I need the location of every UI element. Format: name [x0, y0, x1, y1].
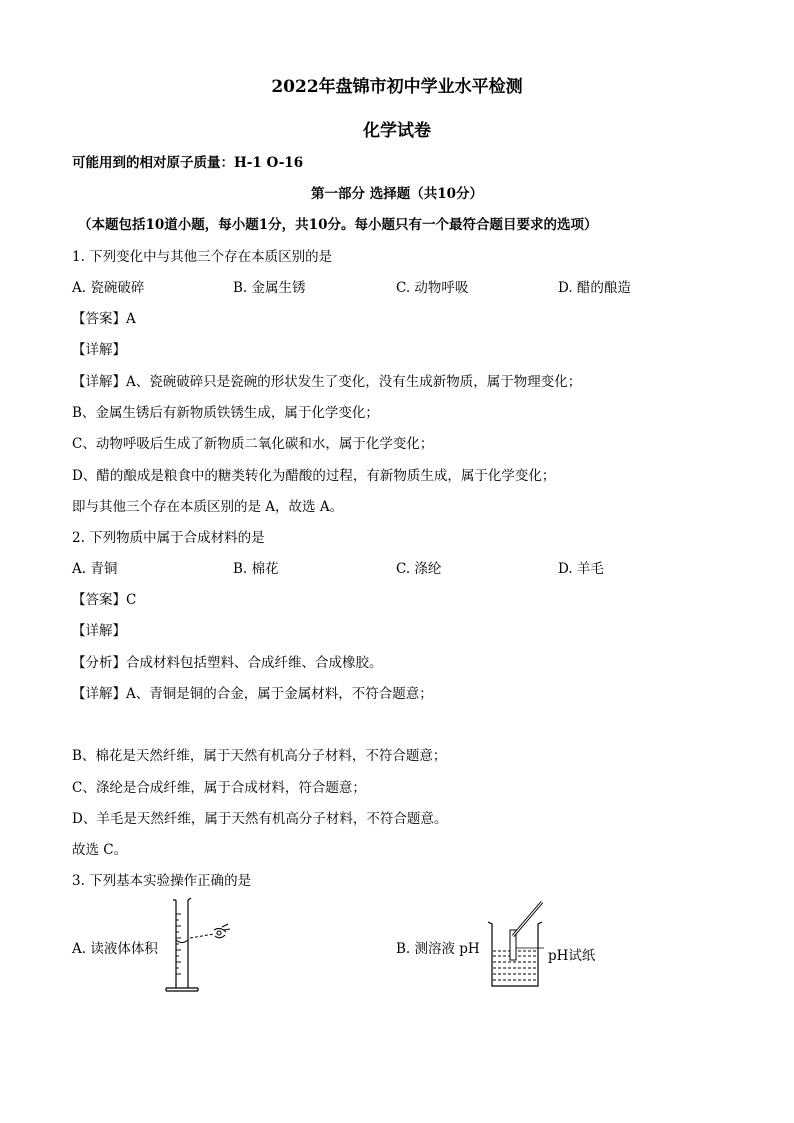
q2-option-c: C. 涤纶 [396, 561, 442, 577]
q2-detail-line: C、涤纶是合成纤维，属于合成材料，符合题意； [72, 780, 366, 796]
q1-option-c: C. 动物呼吸 [396, 280, 469, 296]
atomic-mass-line: 可能用到的相对原子质量：H-1 O-16 [72, 155, 304, 171]
q3-option-b-label: B. 测溶液 pH [396, 941, 480, 957]
eye-icon [214, 924, 230, 938]
q1-detail-head: 【详解】 [72, 342, 126, 358]
q1-detail-line: C、动物呼吸后生成了新物质二氧化碳和水，属于化学变化； [72, 436, 434, 452]
sight-line [190, 934, 214, 938]
q2-option-b: B. 棉花 [233, 561, 279, 577]
cylinder-graduations [176, 914, 181, 974]
q3-stem: 3. 下列基本实验操作正确的是 [72, 873, 252, 889]
graduated-cylinder-figure [162, 896, 242, 996]
q3-option-a-label: A. 读液体体积 [72, 941, 158, 957]
exam-subtitle: 化学试卷 [363, 121, 431, 141]
q2-option-d: D. 羊毛 [558, 561, 604, 577]
q1-detail-line: B、金属生锈后有新物质铁锈生成，属于化学变化； [72, 405, 379, 421]
q2-analysis: 【分析】合成材料包括塑料、合成纤维、合成橡胶。 [72, 655, 383, 671]
q1-answer: 【答案】A [72, 311, 136, 327]
q2-detail-line: D、羊毛是天然纤维，属于天然有机高分子材料，不符合题意。 [72, 811, 448, 827]
q1-option-b: B. 金属生锈 [233, 280, 306, 296]
q1-stem: 1. 下列变化中与其他三个存在本质区别的是 [72, 249, 333, 265]
q2-detail-line: B、棉花是天然纤维，属于天然有机高分子材料，不符合题意； [72, 748, 447, 764]
ph-paper-label: pH试纸 [548, 948, 596, 964]
q1-detail-line: 即与其他三个存在本质区别的是 A，故选 A。 [72, 499, 344, 515]
q2-detail-head: 【详解】 [72, 623, 126, 639]
q2-stem: 2. 下列物质中属于合成材料的是 [72, 530, 265, 546]
q2-detail-line: 故选 C。 [72, 842, 128, 858]
q2-detail-line: 【详解】A、青铜是铜的合金，属于金属材料，不符合题意； [72, 686, 433, 702]
q2-option-a: A. 青铜 [72, 561, 118, 577]
section-note: （本题包括10道小题，每小题1分，共10分。每小题只有一个最符合题目要求的选项） [78, 217, 598, 233]
section-heading: 第一部分 选择题（共10分） [311, 186, 483, 202]
q1-option-a: A. 瓷碗破碎 [72, 280, 145, 296]
exam-title: 2022年盘锦市初中学业水平检测 [271, 77, 523, 97]
q1-detail-line: 【详解】A、瓷碗破碎只是瓷碗的形状发生了变化，没有生成新物质，属于物理变化； [72, 374, 582, 390]
liquid-meniscus [176, 940, 188, 943]
q1-option-d: D. 醋的酿造 [558, 280, 631, 296]
q1-detail-line: D、醋的酿成是粮食中的糖类转化为醋酸的过程，有新物质生成，属于化学变化； [72, 468, 556, 484]
q2-answer: 【答案】C [72, 592, 137, 608]
